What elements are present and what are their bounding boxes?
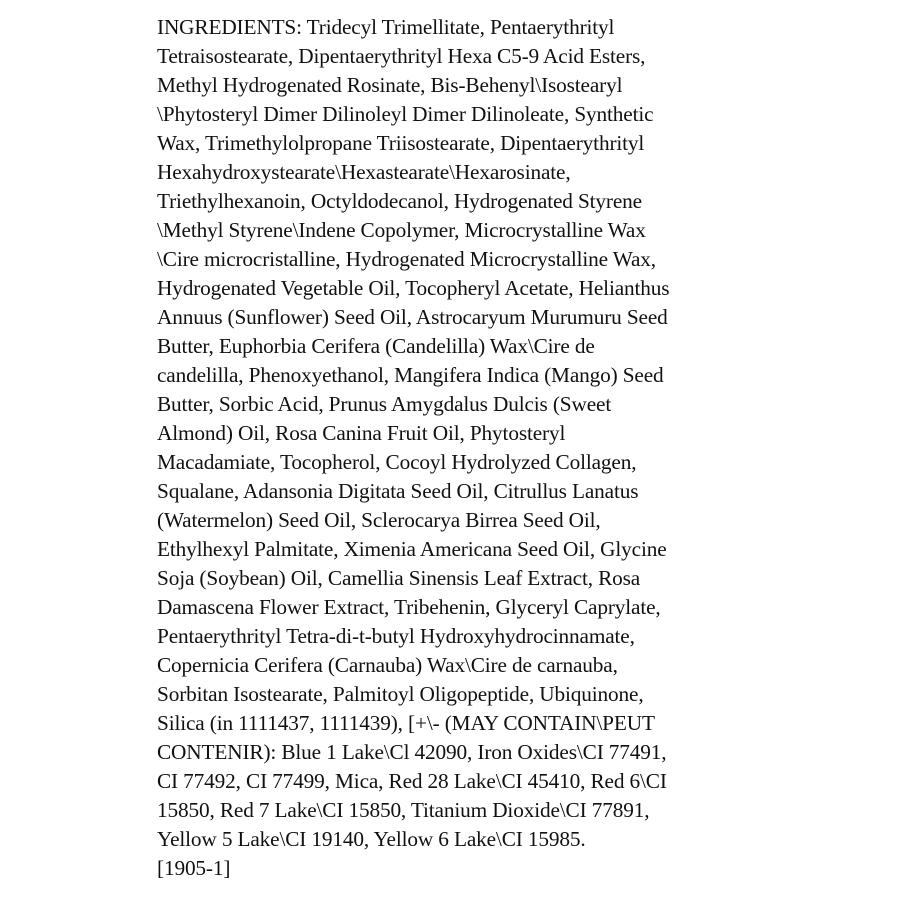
ingredients-line-9: \Cire microcristalline, Hydrogenated Microcrystalline Wax, [157,247,656,271]
ingredients-line-8: \Methyl Styrene\Indene Copolymer, Microcrystalline Wax [157,218,646,242]
ingredients-line-21: Damascena Flower Extract, Tribehenin, Glyceryl Caprylate, [157,595,661,619]
ingredients-line-6: Hexahydroxystearate\Hexastearate\Hexarosinate, [157,160,571,184]
ingredients-line-15: Almond) Oil, Rosa Canina Fruit Oil, Phytosteryl [157,421,566,445]
ingredients-line-22: Pentaerythrityl Tetra-di-t-butyl Hydroxyhydrocinnamate, [157,624,635,648]
ingredients-line-27: CI 77492, CI 77499, Mica, Red 28 Lake\CI 45410, Red 6\CI [157,769,667,793]
batch-code: [1905-1] [157,856,231,880]
ingredients-line-10: Hydrogenated Vegetable Oil, Tocopheryl Acetate, Helianthus [157,276,670,300]
ingredients-line-7: Triethylhexanoin, Octyldodecanol, Hydrogenated Styrene [157,189,642,213]
ingredients-line-29: Yellow 5 Lake\CI 19140, Yellow 6 Lake\CI 15985. [157,827,586,851]
ingredients-line-17: Squalane, Adansonia Digitata Seed Oil, Citrullus Lanatus [157,479,639,503]
ingredients-line-19: Ethylhexyl Palmitate, Ximenia Americana Seed Oil, Glycine [157,537,667,561]
ingredients-line-12: Butter, Euphorbia Cerifera (Candelilla) Wax\Cire de [157,334,595,358]
ingredients-label [157,13,817,883]
ingredients-line-4: \Phytosteryl Dimer Dilinoleyl Dimer Dilinoleate, Synthetic [157,102,654,126]
ingredients-line-5: Wax, Trimethylolpropane Triisostearate, Dipentaerythrityl [157,131,645,155]
ingredients-line-25: Silica (in 1111437, 1111439), [+\- (MAY CONTAIN\PEUT [157,711,655,735]
ingredients-line-13: candelilla, Phenoxyethanol, Mangifera Indica (Mango) Seed [157,363,664,387]
ingredients-line-20: Soja (Soybean) Oil, Camellia Sinensis Leaf Extract, Rosa [157,566,641,590]
ingredients-line-1: INGREDIENTS: Tridecyl Trimellitate, Pentaerythrityl [157,15,615,39]
ingredients-line-26: CONTENIR): Blue 1 Lake\Cl 42090, Iron Oxides\CI 77491, [157,740,667,764]
ingredients-line-3: Methyl Hydrogenated Rosinate, Bis-Behenyl\Isostearyl [157,73,623,97]
ingredients-line-28: 15850, Red 7 Lake\CI 15850, Titanium Dioxide\CI 77891, [157,798,650,822]
ingredients-line-11: Annuus (Sunflower) Seed Oil, Astrocaryum Murumuru Seed [157,305,668,329]
ingredients-line-18: (Watermelon) Seed Oil, Sclerocarya Birrea Seed Oil, [157,508,601,532]
ingredients-line-16: Macadamiate, Tocopherol, Cocoyl Hydrolyzed Collagen, [157,450,637,474]
ingredients-line-23: Copernicia Cerifera (Carnauba) Wax\Cire de carnauba, [157,653,618,677]
ingredients-line-24: Sorbitan Isostearate, Palmitoyl Oligopeptide, Ubiquinone, [157,682,644,706]
ingredients-line-2: Tetraisostearate, Dipentaerythrityl Hexa C5-9 Acid Esters, [157,44,646,68]
ingredients-line-14: Butter, Sorbic Acid, Prunus Amygdalus Dulcis (Sweet [157,392,612,416]
